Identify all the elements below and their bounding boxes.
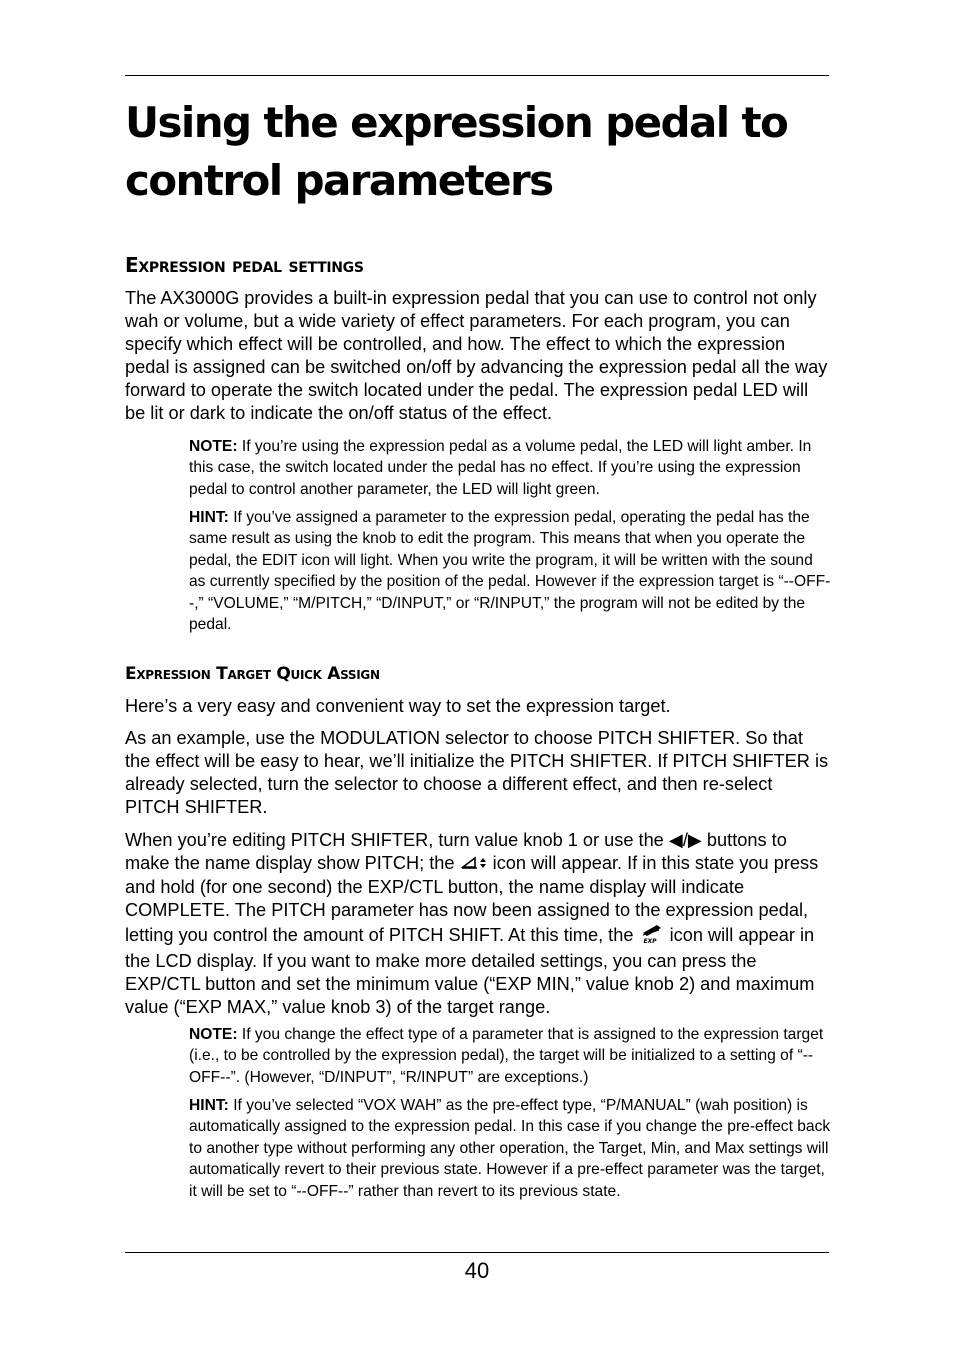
hint-2 — [189, 1095, 831, 1202]
hint-1-text: If you’ve assigned a parameter to the expression pedal, operating the pedal has the same result as using the knob to edit the program. This means that when you operate the pedal, the EDIT icon will light. When you write the program, it will be written with the sound as currently specified by the position of the pedal. However if the expression target is “--OFF--,” “VOLUME,” “M/PITCH,” “D/INPUT,” or “R/INPUT,” the program will not be edited by the pedal. — [189, 509, 831, 634]
p3-part-c: icon will appear in the LCD display. If you want to make more detailed settings, you can press the EXP/CTL button and set the minimum value (“EXP MIN,” value knob 2) and maximum value (“EXP MAX,” value knob 3) of the target range. — [125, 924, 815, 1018]
hint-2-label: HINT: — [189, 1097, 229, 1114]
bottom-rule — [125, 1252, 829, 1253]
pedal-assign-icon — [460, 853, 488, 876]
note-2-label: NOTE: — [189, 1026, 238, 1043]
hint-2-text: If you’ve selected “VOX WAH” as the pre-effect type, “P/MANUAL” (wah position) is automatically assigned to the expression pedal. In this case if you change the pre-effect back to another type without performing any other operation, the Target, Min, and Max settings will automatically revert to their previous state. However if a pre-effect parameter was the target, it will be set to “--OFF--” rather than revert to its previous state. — [189, 1097, 831, 1200]
subsection-paragraph-3 — [125, 829, 829, 1019]
section-heading: Expression pedal settings — [125, 253, 364, 277]
page-number: 40 — [464, 1258, 490, 1283]
note-1-label: NOTE: — [189, 438, 238, 455]
exp-pedal-icon — [639, 922, 665, 950]
intro-paragraph: The AX3000G provides a built-in expression pedal that you can use to control not only wah or volume, but a wide variety of effect parameters. For each program, you can specify which effect will be controlled, and how. The effect to which the expression pedal is assigned can be switched on/off by advancing the expression pedal all the way forward to operate the switch located under the pedal. The expression pedal LED will be lit or dark to indicate the on/off status of the effect. — [125, 288, 828, 424]
page-title: Using the expression pedal to control parameters — [125, 98, 788, 205]
note-2 — [189, 1024, 831, 1088]
note-1-text: If you’re using the expression pedal as a volume pedal, the LED will light amber. In this case, the switch located under the pedal has no effect. If you’re using the expression pedal to control another parameter, the LED will light green. — [189, 438, 812, 498]
subsection-paragraph-2: As an example, use the MODULATION selector to choose PITCH SHIFTER. So that the effect will be easy to hear, we’ll initialize the PITCH SHIFTER. If PITCH SHIFTER is already selected, turn the selector to choose a different effect, and then re-select PITCH SHIFTER. — [125, 728, 829, 818]
exp-icon-label: EXP — [642, 938, 657, 945]
top-rule — [125, 75, 829, 76]
p3-part-b: icon will appear. If in this state you press and hold (for one second) the EXP/CTL button, the name display will indicate COMPLETE. The PITCH parameter has now been assigned to the expression pedal, letting you control the amount of PITCH SHIFT. At this time, the — [125, 853, 819, 945]
p3-part-a: When you’re editing PITCH SHIFTER, turn value knob 1 or use the ◀/▶ buttons to make the name display show PITCH; the — [125, 830, 787, 874]
subsection-heading: Expression Target Quick Assign — [125, 664, 380, 684]
hint-1-label: HINT: — [189, 509, 229, 526]
subsection-paragraph-1: Here’s a very easy and convenient way to set the expression target. — [125, 696, 671, 716]
hint-1 — [189, 507, 831, 635]
note-2-text: If you change the effect type of a parameter that is assigned to the expression target (i.e., to be controlled by the expression pedal), the target will be initialized to a setting of “--OFF--”. (However, “D/INPUT”, “R/INPUT” are exceptions.) — [189, 1026, 824, 1086]
note-1 — [189, 436, 831, 500]
